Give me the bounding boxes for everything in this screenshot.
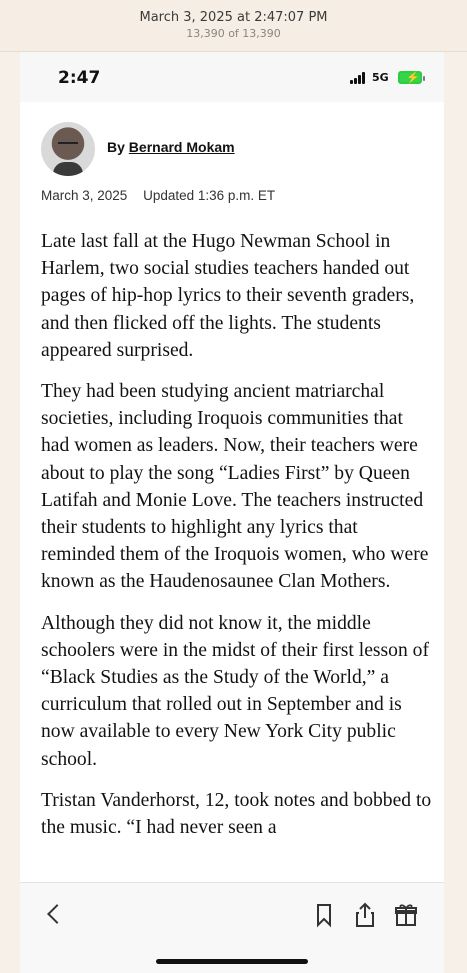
updated-time: Updated 1:36 p.m. ET [143,188,276,203]
share-icon[interactable] [351,901,379,929]
author-avatar [41,122,95,176]
network-label: 5G [372,71,389,84]
phone-screen [20,52,444,973]
screenshot-header [0,0,467,52]
article-paragraph: They had been studying ancient matriarchal societies, including Iroquois communities that had women as leaders. Now, their teachers were about to play the song “Ladies First” by Queen Latifah and Monie Love. The teachers instructed their students to highlight any lyrics that reminded them of the Iroquois women, who were known as the Haudenosaunee Clan Mothers. [41,381,429,593]
capture-count: 13,390 of 13,390 [186,27,281,40]
publish-date: March 3, 2025 [41,188,128,203]
dateline [41,188,275,203]
signal-icon [350,72,368,84]
byline [41,122,431,174]
capture-timestamp: March 3, 2025 at 2:47:07 PM [139,10,328,25]
article-paragraph: Tristan Vanderhorst, 12, took notes and bobbed to the music. “I had never seen a [41,789,432,839]
gift-icon[interactable] [392,901,420,929]
byline-prefix: By [107,139,125,155]
author-link[interactable]: Bernard Mokam [128,139,235,155]
status-bar [20,52,444,102]
home-indicator [156,959,308,964]
status-time: 2:47 [58,68,101,88]
battery-icon: ⚡ [398,71,422,84]
byline-text [107,139,235,155]
article-paragraph: Late last fall at the Hugo Newman School in Harlem, two social studies teachers handed out pages of hip-hop lyrics to their seventh graders, and then flicked off the lights. The students appeared surprised. [41,231,415,361]
article-body [41,228,433,882]
article-paragraph: Although they did not know it, the middle schoolers were in the midst of their first lesson of “Black Studies as the Study of the World,” a curriculum that rolled out in September and is now available to every New York City public school. [41,612,429,770]
back-icon[interactable] [42,901,70,929]
bookmark-icon[interactable] [310,901,338,929]
